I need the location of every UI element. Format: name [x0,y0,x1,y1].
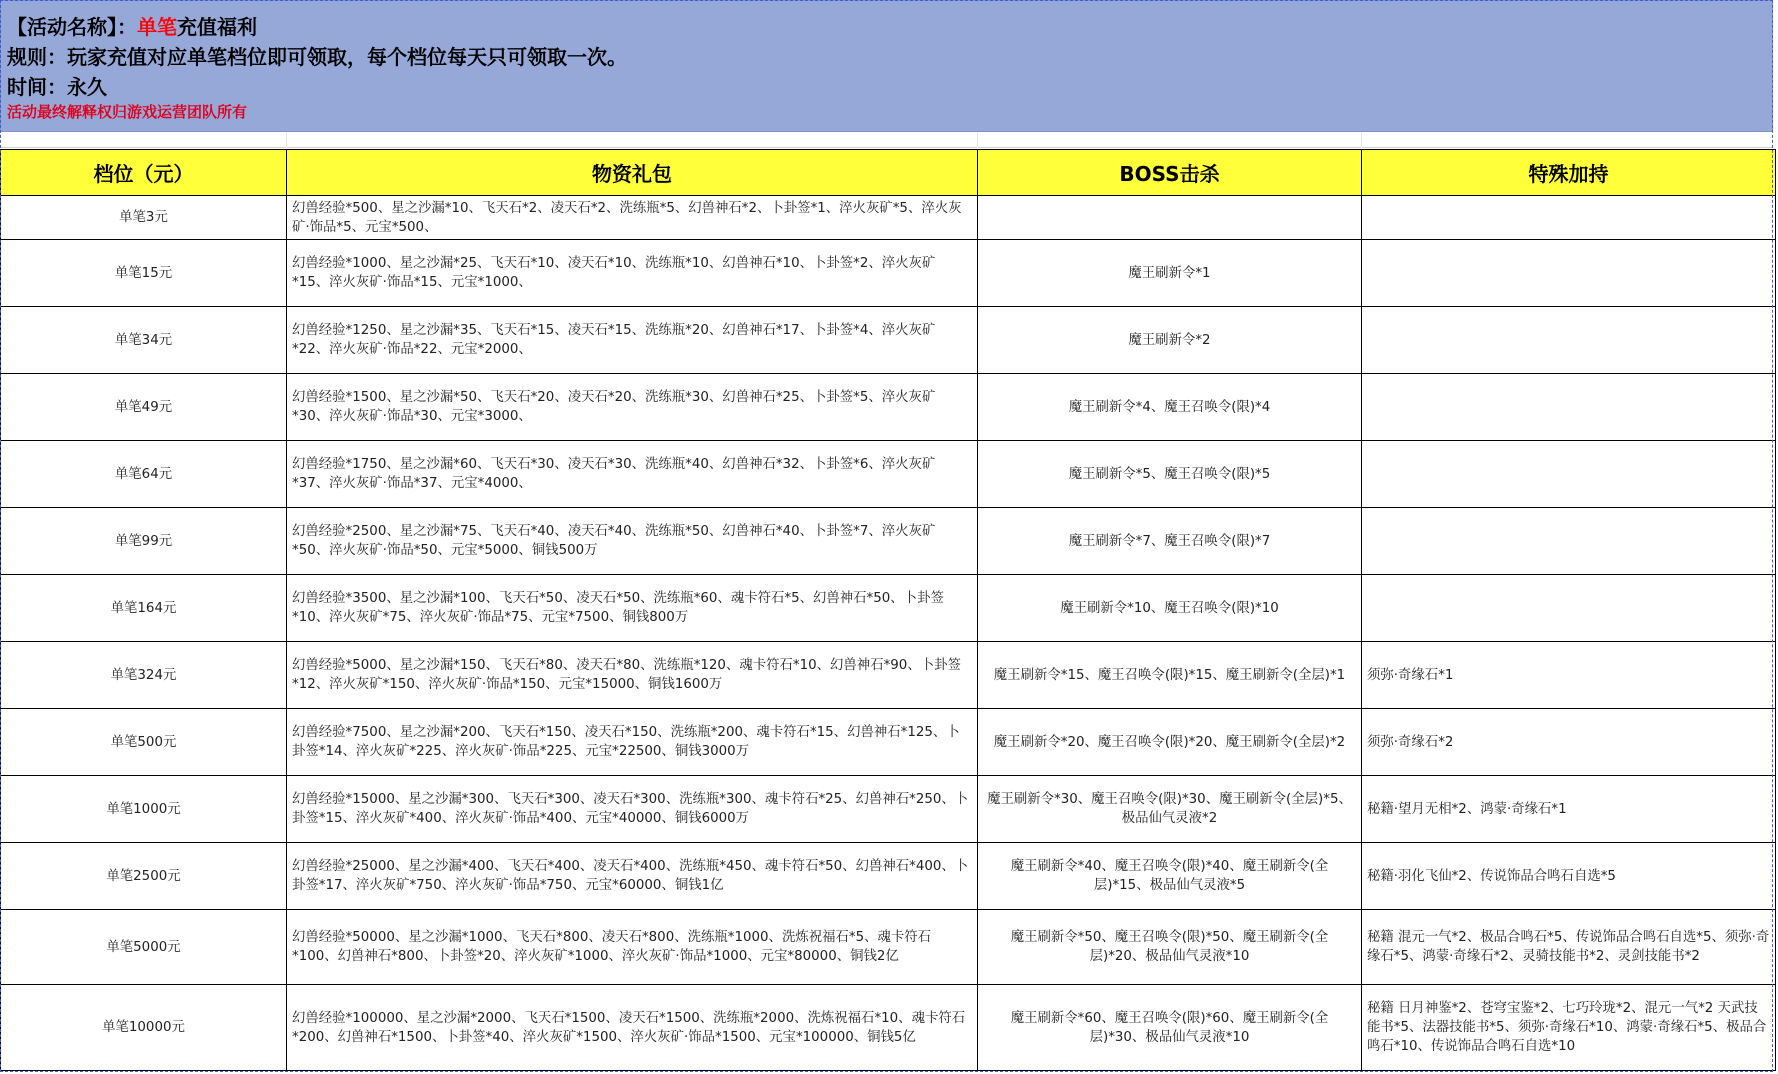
tier-cell: 单笔49元 [1,374,287,441]
recharge-table [0,149,1776,1071]
table-row [1,910,1776,985]
pack-cell: 幻兽经验*50000、星之沙漏*1000、飞天石*800、凌天石*800、洗练瓶*1000、洗炼祝福石*5、魂卡符石*100、幻兽神石*800、卜卦签*20、淬火灰矿*1000、淬火灰矿·饰品*1000、元宝*80000、铜钱2亿 [287,910,978,985]
boss-cell: 魔王刷新令*4、魔王召唤令(限)*4 [978,374,1362,441]
table-row [1,508,1776,575]
bonus-cell: 秘籍·望月无相*2、鸿蒙·奇缘石*1 [1362,776,1776,843]
boss-cell: 魔王刷新令*15、魔王召唤令(限)*15、魔王刷新令(全层)*1 [978,642,1362,709]
event-rules: 规则：玩家充值对应单笔档位即可领取，每个档位每天只可领取一次。 [7,45,627,69]
pack-cell: 幻兽经验*1000、星之沙漏*25、飞天石*10、凌天石*10、洗练瓶*10、幻兽神石*10、卜卦签*2、淬火灰矿*15、淬火灰矿·饰品*15、元宝*1000、 [287,240,978,307]
pack-cell: 幻兽经验*1500、星之沙漏*50、飞天石*20、凌天石*20、洗练瓶*30、幻兽神石*25、卜卦签*5、淬火灰矿*30、淬火灰矿·饰品*30、元宝*3000、 [287,374,978,441]
tier-cell: 单笔15元 [1,240,287,307]
pack-cell: 幻兽经验*15000、星之沙漏*300、飞天石*300、凌天石*300、洗练瓶*300、魂卡符石*25、幻兽神石*250、卜卦签*15、淬火灰矿*400、淬火灰矿·饰品*400、元宝*40000、铜钱6000万 [287,776,978,843]
table-row [1,575,1776,642]
boss-cell: 魔王刷新令*10、魔王召唤令(限)*10 [978,575,1362,642]
table-row [1,374,1776,441]
bonus-cell [1362,441,1776,508]
table-row [1,441,1776,508]
table-row [1,240,1776,307]
event-name-line [7,11,257,40]
bonus-cell: 须弥·奇缘石*2 [1362,709,1776,776]
pack-cell: 幻兽经验*25000、星之沙漏*400、飞天石*400、凌天石*400、洗练瓶*450、魂卡符石*50、幻兽神石*400、卜卦签*17、淬火灰矿*750、淬火灰矿·饰品*750、元宝*60000、铜钱1亿 [287,843,978,910]
tier-cell: 单笔324元 [1,642,287,709]
event-name-prefix: 【活动名称】： [7,15,137,39]
tier-cell: 单笔10000元 [1,985,287,1071]
bonus-cell: 秘籍 混元一气*2、极品合鸣石*5、传说饰品合鸣石自选*5、须弥·奇缘石*5、鸿蒙·奇缘石*2、灵骑技能书*2、灵剑技能书*2 [1362,910,1776,985]
bonus-cell [1362,575,1776,642]
table-row [1,642,1776,709]
table-row [1,709,1776,776]
tier-cell: 单笔164元 [1,575,287,642]
bonus-cell [1362,508,1776,575]
table-row [1,307,1776,374]
pack-cell: 幻兽经验*1250、星之沙漏*35、飞天石*15、凌天石*15、洗练瓶*20、幻兽神石*17、卜卦签*4、淬火灰矿*22、淬火灰矿·饰品*22、元宝*2000、 [287,307,978,374]
tier-cell: 单笔34元 [1,307,287,374]
tier-cell: 单笔99元 [1,508,287,575]
bonus-cell: 秘籍·羽化飞仙*2、传说饰品合鸣石自选*5 [1362,843,1776,910]
boss-cell [978,196,1362,240]
tier-cell: 单笔64元 [1,441,287,508]
bonus-cell: 秘籍 日月神鉴*2、苍穹宝鉴*2、七巧玲珑*2、混元一气*2 天武技能书*5、法器技能书*5、须弥·奇缘石*10、鸿蒙·奇缘石*5、极品合鸣石*10、传说饰品合鸣石自选*10 [1362,985,1776,1071]
tier-cell: 单笔3元 [1,196,287,240]
table-row [1,985,1776,1071]
pack-cell: 幻兽经验*1750、星之沙漏*60、飞天石*30、凌天石*30、洗练瓶*40、幻兽神石*32、卜卦签*6、淬火灰矿*37、淬火灰矿·饰品*37、元宝*4000、 [287,441,978,508]
boss-cell: 魔王刷新令*7、魔王召唤令(限)*7 [978,508,1362,575]
boss-cell: 魔王刷新令*20、魔王召唤令(限)*20、魔王刷新令(全层)*2 [978,709,1362,776]
pack-cell: 幻兽经验*100000、星之沙漏*2000、飞天石*1500、凌天石*1500、洗练瓶*2000、洗炼祝福石*10、魂卡符石*200、幻兽神石*1500、卜卦签*40、淬火灰矿*1500、淬火灰矿·饰品*1500、元宝*100000、铜钱5亿 [287,985,978,1071]
column-header-bonus: 特殊加持 [1362,150,1776,196]
table-header-row [1,150,1776,196]
boss-cell: 魔王刷新令*40、魔王召唤令(限)*40、魔王刷新令(全层)*15、极品仙气灵液*5 [978,843,1362,910]
pack-cell: 幻兽经验*500、星之沙漏*10、飞天石*2、凌天石*2、洗练瓶*5、幻兽神石*2、卜卦签*1、淬火灰矿*5、淬火灰矿·饰品*5、元宝*500、 [287,196,978,240]
boss-cell: 魔王刷新令*60、魔王召唤令(限)*60、魔王刷新令(全层)*30、极品仙气灵液*10 [978,985,1362,1071]
column-header-tier: 档位（元） [1,150,287,196]
column-header-pack: 物资礼包 [287,150,978,196]
table-row [1,776,1776,843]
table-row [1,843,1776,910]
tier-cell: 单笔1000元 [1,776,287,843]
event-name-highlight: 单笔 [137,15,177,39]
tier-cell: 单笔5000元 [1,910,287,985]
boss-cell: 魔王刷新令*30、魔王召唤令(限)*30、魔王刷新令(全层)*5、极品仙气灵液*2 [978,776,1362,843]
bonus-cell [1362,307,1776,374]
boss-cell: 魔王刷新令*50、魔王召唤令(限)*50、魔王刷新令(全层)*20、极品仙气灵液*10 [978,910,1362,985]
bonus-cell [1362,240,1776,307]
boss-cell: 魔王刷新令*5、魔王召唤令(限)*5 [978,441,1362,508]
bonus-cell: 须弥·奇缘石*1 [1362,642,1776,709]
tier-cell: 单笔2500元 [1,843,287,910]
tier-cell: 单笔500元 [1,709,287,776]
pack-cell: 幻兽经验*5000、星之沙漏*150、飞天石*80、凌天石*80、洗练瓶*120、魂卡符石*10、幻兽神石*90、卜卦签*12、淬火灰矿*150、淬火灰矿·饰品*150、元宝*15000、铜钱1600万 [287,642,978,709]
event-header [0,0,1773,132]
event-notice: 活动最终解释权归游戏运营团队所有 [7,103,248,121]
table-row [1,196,1776,240]
boss-cell: 魔王刷新令*2 [978,307,1362,374]
bonus-cell [1362,196,1776,240]
pack-cell: 幻兽经验*2500、星之沙漏*75、飞天石*40、凌天石*40、洗练瓶*50、幻兽神石*40、卜卦签*7、淬火灰矿*50、淬火灰矿·饰品*50、元宝*5000、铜钱500万 [287,508,978,575]
bonus-cell [1362,374,1776,441]
spacer-row [0,132,1773,148]
pack-cell: 幻兽经验*3500、星之沙漏*100、飞天石*50、凌天石*50、洗练瓶*60、魂卡符石*5、幻兽神石*50、卜卦签*10、淬火灰矿*75、淬火灰矿·饰品*75、元宝*7500、铜钱800万 [287,575,978,642]
boss-cell: 魔王刷新令*1 [978,240,1362,307]
event-time: 时间：永久 [7,75,107,99]
pack-cell: 幻兽经验*7500、星之沙漏*200、飞天石*150、凌天石*150、洗练瓶*200、魂卡符石*15、幻兽神石*125、卜卦签*14、淬火灰矿*225、淬火灰矿·饰品*225、元宝*22500、铜钱3000万 [287,709,978,776]
event-name-suffix: 充值福利 [177,15,257,39]
column-header-boss: BOSS击杀 [978,150,1362,196]
